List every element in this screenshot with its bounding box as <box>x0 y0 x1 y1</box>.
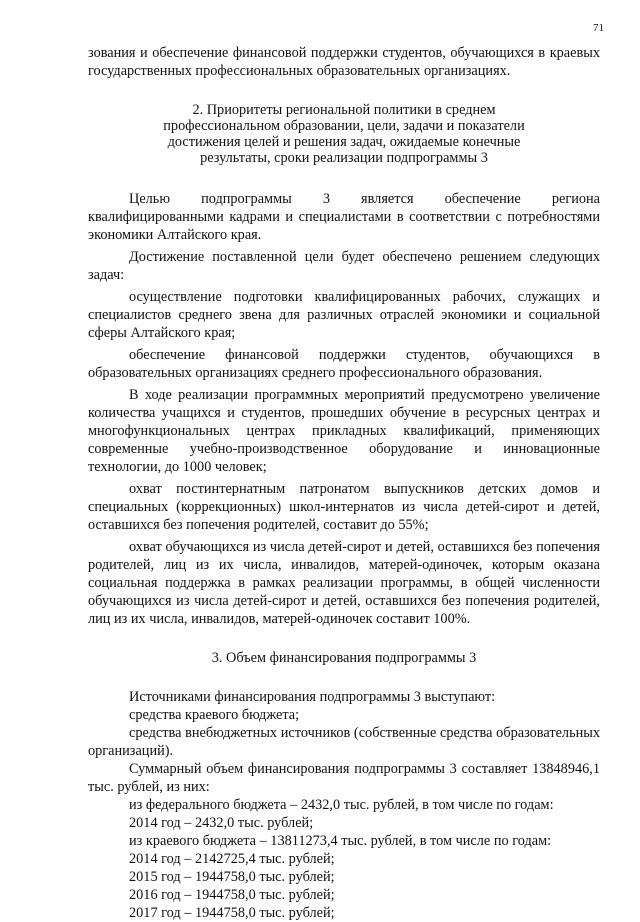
list-item: 2014 год – 2432,0 тыс. рублей; <box>129 815 314 831</box>
paragraph: осуществление подготовки квалифицированных рабочих, служащих и специалистов среднего звена для различных отраслей экономики и социальной сферы Алтайского края; <box>88 289 600 341</box>
paragraph: Целью подпрограммы 3 является обеспечение региона квалифицированными кадрами и специалистами в соответствии с потребностями экономики Алтайского края. <box>88 191 600 243</box>
page-number: 71 <box>593 22 604 34</box>
page-content <box>88 44 600 922</box>
paragraph: охват обучающихся из числа детей-сирот и детей, оставшихся без попечения родителей, лиц из их числа, инвалидов, матерей-одиночек, которым оказана социальная поддержка в рамках реализации программы, в общей численности обучающихся из числа детей-сирот и детей, оставшихся без попечения родителей, лиц из их числа, инвалидов, матерей-одиночек составит 100%. <box>88 539 600 627</box>
paragraph: Достижение поставленной цели будет обеспечено решением следующих задач: <box>88 249 600 283</box>
paragraph: В ходе реализации программных мероприятий предусмотрено увеличение количества учащихся и студентов, прошедших обучение в ресурсных центрах и многофункциональных центрах прикладных квалификаций, применяющих современные учебно-производственное оборудование и инновационные технологии, до 1000 человек; <box>88 387 600 475</box>
list-item: 2015 год – 1944758,0 тыс. рублей; <box>129 869 335 885</box>
paragraph: средства внебюджетных источников (собственные средства образовательных организаций). <box>88 725 600 759</box>
section-3-heading: 3. Объем финансирования подпрограммы 3 <box>211 650 477 666</box>
paragraph: Источниками финансирования подпрограммы 3 выступают: <box>129 689 496 705</box>
intro-paragraph: зования и обеспечение финансовой поддержки студентов, обучающихся в краевых государственных профессиональных образовательных организациях. <box>88 45 600 79</box>
heading-line: результаты, сроки реализации подпрограммы 3 <box>200 150 488 166</box>
section-2-body <box>88 190 600 628</box>
heading-line: профессиональном образовании, цели, задачи и показатели <box>163 118 525 134</box>
paragraph: Суммарный объем финансирования подпрограммы 3 составляет 13848946,1 тыс. рублей, из них: <box>88 761 600 795</box>
section-3-body <box>88 688 600 922</box>
paragraph: обеспечение финансовой поддержки студентов, обучающихся в образовательных организациях среднего профессионального образования. <box>88 347 600 381</box>
paragraph: средства краевого бюджета; <box>129 707 300 723</box>
list-item: из краевого бюджета – 13811273,4 тыс. рублей, в том числе по годам: <box>129 833 552 849</box>
heading-line: достижения целей и решения задач, ожидаемые конечные <box>167 134 521 150</box>
list-item: 2014 год – 2142725,4 тыс. рублей; <box>129 851 335 867</box>
heading-line: 2. Приоритеты региональной политики в среднем <box>192 102 496 118</box>
paragraph: охват постинтернатным патронатом выпускников детских домов и специальных (коррекционных) школ-интернатов из числа детей-сирот и детей, оставшихся без попечения родителей, составит до 55%; <box>88 481 600 533</box>
list-item: 2016 год – 1944758,0 тыс. рублей; <box>129 887 335 903</box>
list-item: 2017 год – 1944758,0 тыс. рублей; <box>129 905 335 921</box>
list-item: из федерального бюджета – 2432,0 тыс. рублей, в том числе по годам: <box>129 797 554 813</box>
section-2-heading <box>88 102 600 166</box>
